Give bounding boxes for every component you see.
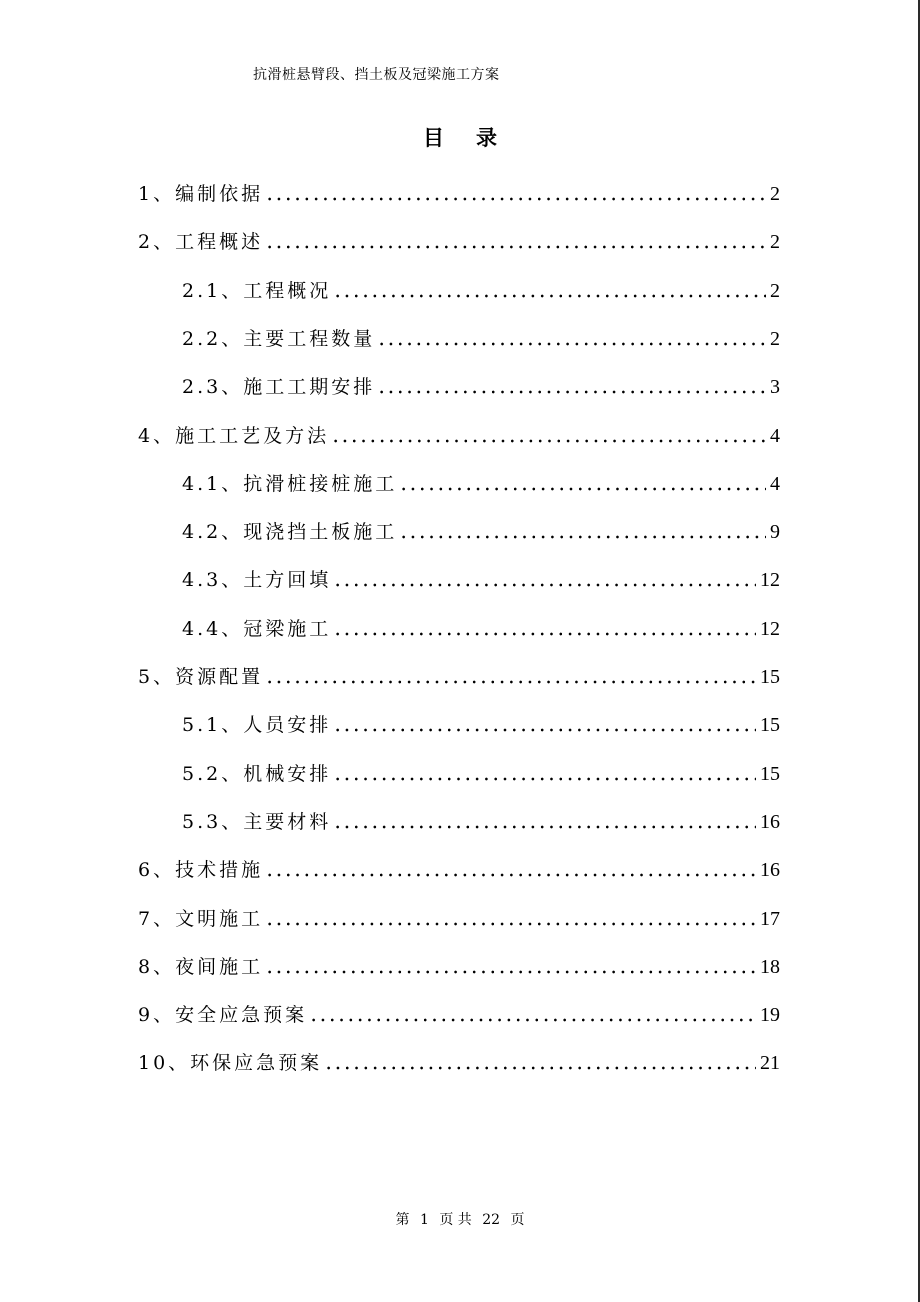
toc-entry[interactable] [182,601,780,641]
toc-entry-page-number: 19 [760,1004,780,1027]
toc-entry[interactable] [182,456,780,496]
footer-total-pages: 22 [482,1212,501,1228]
toc-entry-page-number: 2 [770,231,780,254]
toc-entry-page-number: 12 [760,617,780,640]
toc-entry[interactable] [182,359,780,399]
toc-entry[interactable] [182,794,780,834]
toc-title: 目录 [423,125,529,150]
toc-entry[interactable] [138,842,780,882]
toc-entry[interactable] [138,408,780,448]
running-header: 抗滑桩悬臂段、挡土板及冠梁施工方案 [253,67,500,83]
toc-entry[interactable] [182,263,780,303]
toc-entry-page-number: 12 [760,569,780,592]
toc-entry-label: 10、环保应急预案 [138,1052,323,1075]
toc-entry-label: 4.3、土方回填 [182,569,332,592]
toc-entry-page-number: 17 [760,907,780,930]
toc-entry-label: 7、文明施工 [138,907,264,930]
toc-entry-page-number: 2 [770,279,780,302]
toc-dot-leader [377,341,766,347]
toc-entry-page-number: 3 [770,376,780,399]
toc-entry-page-number: 15 [760,762,780,785]
toc-entry-label: 5.2、机械安排 [182,762,332,785]
toc-entry[interactable] [138,214,780,254]
toc-dot-leader [265,872,756,878]
toc-entry-label: 2、工程概述 [138,231,264,254]
toc-dot-leader [265,196,766,202]
toc-entry-page-number: 16 [760,810,780,833]
toc-dot-leader [399,486,766,492]
toc-entry-label: 8、夜间施工 [138,955,264,978]
toc-entry-label: 2.2、主要工程数量 [182,327,376,350]
toc-dot-leader [324,1065,756,1071]
toc-entry-page-number: 21 [760,1052,780,1075]
toc-dot-leader [333,776,756,782]
table-of-contents [0,166,920,1086]
toc-entry[interactable] [138,891,780,931]
toc-dot-leader [333,582,756,588]
toc-entry[interactable] [138,1035,780,1075]
toc-entry-label: 2.3、施工工期安排 [182,376,376,399]
toc-entry-label: 4、施工工艺及方法 [138,424,330,447]
toc-dot-leader [333,293,766,299]
toc-entry-label: 1、编制依据 [138,183,264,205]
toc-entry[interactable] [138,166,780,206]
footer-middle: 页 共 [439,1212,472,1228]
toc-dot-leader [331,438,766,444]
toc-entry-page-number: 9 [770,521,780,544]
toc-dot-leader [399,534,766,540]
toc-dot-leader [309,1017,756,1023]
toc-entry-page-number: 4 [770,424,780,447]
toc-dot-leader [265,921,756,927]
toc-entry-page-number: 18 [760,955,780,978]
toc-entry[interactable] [182,552,780,592]
toc-entry-label: 6、技术措施 [138,859,264,882]
toc-entry[interactable] [182,746,780,786]
toc-entry-page-number: 16 [760,859,780,882]
toc-entry-page-number: 15 [760,666,780,688]
toc-entry-page-number: 2 [770,183,780,205]
toc-entry[interactable] [182,311,780,351]
toc-entry-label: 4.1、抗滑桩接桩施工 [182,472,398,495]
toc-entry[interactable] [138,987,780,1027]
page-footer [0,1209,920,1229]
toc-entry[interactable] [182,697,780,737]
toc-dot-leader [333,631,756,637]
toc-entry[interactable] [138,649,780,689]
toc-dot-leader [377,389,766,395]
toc-entry-label: 2.1、工程概况 [182,279,332,302]
toc-entry-label: 5.3、主要材料 [182,810,332,833]
toc-entry[interactable] [138,939,780,979]
toc-entry-label: 4.4、冠梁施工 [182,617,332,640]
toc-entry-page-number: 15 [760,714,780,737]
toc-entry-page-number: 4 [770,472,780,495]
toc-entry-label: 5、资源配置 [138,666,264,688]
toc-dot-leader [333,727,756,733]
footer-current-page: 1 [419,1212,429,1228]
toc-dot-leader [265,244,766,250]
toc-dot-leader [333,824,756,830]
footer-prefix: 第 [395,1212,410,1228]
toc-entry[interactable] [182,504,780,544]
toc-entry-label: 4.2、现浇挡土板施工 [182,521,398,544]
toc-dot-leader [265,969,756,975]
toc-entry-page-number: 2 [770,327,780,350]
toc-entry-label: 5.1、人员安排 [182,714,332,737]
toc-entry-label: 9、安全应急预案 [138,1004,308,1027]
footer-suffix: 页 [510,1212,525,1228]
toc-dot-leader [265,679,756,685]
